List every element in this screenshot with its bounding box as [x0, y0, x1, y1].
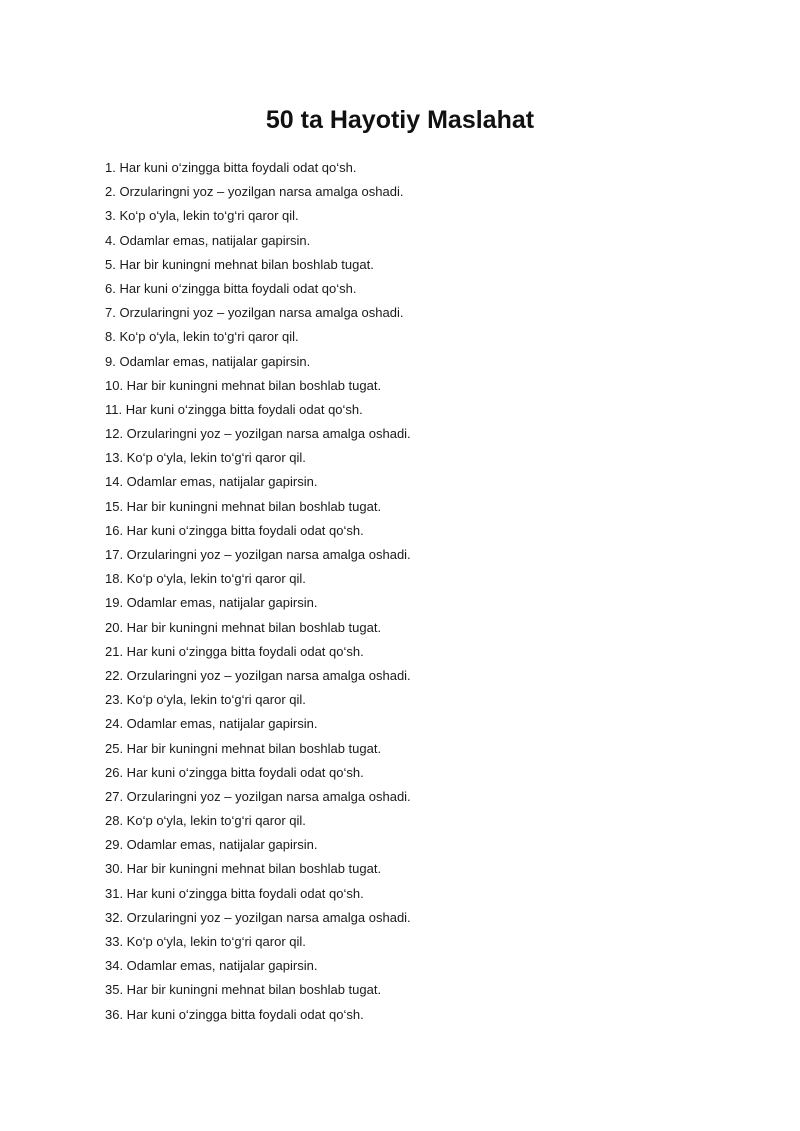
list-item: 24. Odamlar emas, natijalar gapirsin.: [105, 716, 318, 732]
list-item: 6. Har kuni o‘zingga bitta foydali odat qo‘sh.: [105, 280, 357, 296]
list-item: 13. Ko‘p o‘yla, lekin to‘g‘ri qaror qil.: [105, 450, 306, 466]
list-item: 31. Har kuni o‘zingga bitta foydali odat qo‘sh.: [105, 885, 364, 901]
tips-list: [105, 156, 411, 1027]
list-item: 11. Har kuni o‘zingga bitta foydali odat qo‘sh.: [105, 401, 363, 417]
list-item: 30. Har bir kuningni mehnat bilan boshlab tugat.: [105, 861, 382, 877]
document-title: 50 ta Hayotiy Maslahat: [265, 106, 535, 134]
list-item: 34. Odamlar emas, natijalar gapirsin.: [105, 958, 318, 974]
list-item: 21. Har kuni o‘zingga bitta foydali odat qo‘sh.: [105, 643, 364, 659]
list-item: 5. Har bir kuningni mehnat bilan boshlab tugat.: [105, 256, 374, 272]
list-item: 2. Orzularingni yoz – yozilgan narsa amalga oshadi.: [105, 184, 404, 200]
list-item: 22. Orzularingni yoz – yozilgan narsa amalga oshadi.: [105, 667, 411, 683]
list-item: 23. Ko‘p o‘yla, lekin to‘g‘ri qaror qil.: [105, 692, 306, 708]
list-item: 33. Ko‘p o‘yla, lekin to‘g‘ri qaror qil.: [105, 934, 306, 949]
list-item: 4. Odamlar emas, natijalar gapirsin.: [105, 232, 311, 248]
list-item: 20. Har bir kuningni mehnat bilan boshlab tugat.: [105, 619, 382, 635]
list-item: 9. Odamlar emas, natijalar gapirsin.: [105, 353, 311, 369]
list-item: 26. Har kuni o‘zingga bitta foydali odat qo‘sh.: [105, 764, 364, 780]
list-item: 35. Har bir kuningni mehnat bilan boshlab tugat.: [105, 982, 382, 998]
list-item: 29. Odamlar emas, natijalar gapirsin.: [105, 837, 318, 853]
list-item: 3. Ko‘p o‘yla, lekin to‘g‘ri qaror qil.: [105, 208, 299, 224]
list-item: 32. Orzularingni yoz – yozilgan narsa amalga oshadi.: [105, 909, 411, 925]
list-item: 7. Orzularingni yoz – yozilgan narsa amalga oshadi.: [105, 305, 404, 321]
list-item: 25. Har bir kuningni mehnat bilan boshlab tugat.: [105, 740, 382, 756]
list-item: 18. Ko‘p o‘yla, lekin to‘g‘ri qaror qil.: [105, 571, 306, 587]
list-item: 15. Har bir kuningni mehnat bilan boshlab tugat.: [105, 498, 382, 514]
list-item: 27. Orzularingni yoz – yozilgan narsa amalga oshadi.: [105, 788, 411, 804]
list-item: 1. Har kuni o‘zingga bitta foydali odat qo‘sh.: [105, 160, 357, 175]
list-item: 28. Ko‘p o‘yla, lekin to‘g‘ri qaror qil.: [105, 813, 306, 829]
list-item: 19. Odamlar emas, natijalar gapirsin.: [105, 595, 318, 611]
list-item: 36. Har kuni o‘zingga bitta foydali odat qo‘sh.: [105, 1006, 364, 1022]
list-item: 16. Har kuni o‘zingga bitta foydali odat qo‘sh.: [105, 522, 364, 538]
list-item: 8. Ko‘p o‘yla, lekin to‘g‘ri qaror qil.: [105, 329, 299, 345]
list-item: 10. Har bir kuningni mehnat bilan boshlab tugat.: [105, 377, 382, 393]
list-item: 14. Odamlar emas, natijalar gapirsin.: [105, 474, 318, 490]
list-item: 17. Orzularingni yoz – yozilgan narsa amalga oshadi.: [105, 547, 411, 562]
list-item: 12. Orzularingni yoz – yozilgan narsa amalga oshadi.: [105, 426, 411, 442]
